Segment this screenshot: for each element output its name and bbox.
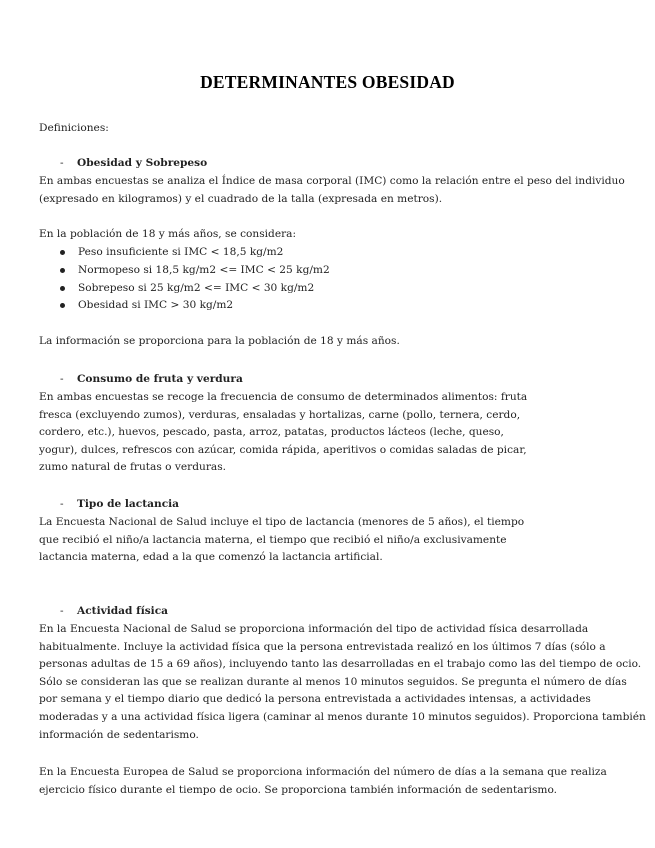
paragraph-line: habitualmente. Incluye la actividad física que la persona entrevistada realizó en los últimos 7 días (sólo a: [39, 640, 606, 653]
paragraph-line: moderadas y a una actividad física ligera (caminar al menos durante 10 minutos seguidos). Proporciona también: [39, 710, 646, 723]
paragraph-encuesta-europea: [39, 764, 607, 799]
section-heading-obesidad: [60, 155, 207, 173]
heading-label: Tipo de lactancia: [77, 498, 180, 510]
list-item-text: Obesidad si IMC > 30 kg/m2: [78, 299, 234, 312]
paragraph-line: La Encuesta Nacional de Salud incluye el tipo de lactancia (menores de 5 años), el tiempo: [39, 516, 525, 528]
paragraph-fruta: [39, 389, 527, 477]
paragraph-lactancia: [39, 514, 524, 567]
heading-dash: -: [60, 157, 64, 169]
paragraph-obesidad: [39, 173, 625, 208]
heading-label: Actividad física: [77, 605, 169, 617]
bullet-dot-icon: [60, 268, 65, 273]
paragraph-line: yogur), dulces, refrescos con azúcar, comida rápida, aperitivos o comidas saladas de picar,: [39, 443, 527, 456]
list-item-text: Sobrepeso si 25 kg/m2 <= IMC < 30 kg/m2: [78, 281, 315, 294]
population-intro: En la población de 18 y más años, se considera:: [39, 228, 297, 240]
section-heading-lactancia: [60, 496, 179, 514]
page-title: DETERMINANTES OBESIDAD: [200, 72, 455, 92]
paragraph-line: por semana y el tiempo diario que dedicó la persona entrevistada a actividades intensas, a actividades: [39, 693, 591, 706]
paragraph-line: información de sedentarismo.: [39, 728, 199, 741]
list-item: [60, 244, 330, 262]
heading-label: Obesidad y Sobrepeso: [77, 157, 208, 169]
population-note: La información se proporciona para la población de 18 y más años.: [39, 335, 400, 347]
paragraph-line: Sólo se consideran las que se realizan durante al menos 10 minutos seguidos. Se pregunta el número de días: [39, 675, 627, 688]
paragraph-line: personas adultas de 15 a 69 años), incluyendo tanto las desarrolladas en el trabajo como las del tiempo de ocio.: [39, 658, 642, 671]
list-item-text: Normopeso si 18,5 kg/m2 <= IMC < 25 kg/m2: [78, 263, 330, 276]
paragraph-line: (expresado en kilogramos) y el cuadrado de la talla (expresada en metros).: [39, 192, 443, 205]
paragraph-line: ejercicio físico durante el tiempo de ocio. Se proporciona también información de sedentarismo.: [39, 783, 558, 796]
list-item: [60, 280, 330, 298]
paragraph-line: lactancia materna, edad a la que comenzó la lactancia artificial.: [39, 551, 383, 564]
intro-text: Definiciones:: [39, 122, 109, 134]
paragraph-actividad: [39, 621, 646, 744]
paragraph-line: que recibió el niño/a lactancia materna, el tiempo que recibió el niño/a exclusivamente: [39, 533, 507, 546]
paragraph-line: En ambas encuestas se recoge la frecuencia de consumo de determinados alimentos: fruta: [39, 391, 528, 403]
section-heading-fruta: [60, 371, 243, 389]
paragraph-line: zumo natural de frutas o verduras.: [39, 461, 227, 474]
list-item-text: Peso insuficiente si IMC < 18,5 kg/m2: [78, 246, 284, 258]
bullet-dot-icon: [60, 250, 65, 255]
heading-dash: -: [60, 605, 64, 617]
paragraph-line: fresca (excluyendo zumos), verduras, ensaladas y hortalizas, carne (pollo, ternera, cerdo,: [39, 408, 521, 421]
section-heading-actividad: [60, 603, 168, 621]
paragraph-line: En ambas encuestas se analiza el Índice de masa corporal (IMC) como la relación entre el peso del individuo: [39, 175, 625, 187]
heading-dash: -: [60, 373, 64, 385]
list-item: [60, 262, 330, 280]
heading-dash: -: [60, 498, 64, 510]
paragraph-line: cordero, etc.), huevos, pescado, pasta, arroz, patatas, productos lácteos (leche, queso,: [39, 426, 504, 439]
heading-label: Consumo de fruta y verdura: [77, 373, 243, 385]
paragraph-line: En la Encuesta Nacional de Salud se proporciona información del tipo de actividad física desarrollada: [39, 623, 589, 635]
bullet-dot-icon: [60, 286, 65, 291]
imc-bullet-list: [60, 244, 330, 315]
paragraph-line: En la Encuesta Europea de Salud se proporciona información del número de días a la semana que realiza: [39, 766, 607, 778]
list-item: [60, 297, 330, 315]
bullet-dot-icon: [60, 303, 65, 308]
